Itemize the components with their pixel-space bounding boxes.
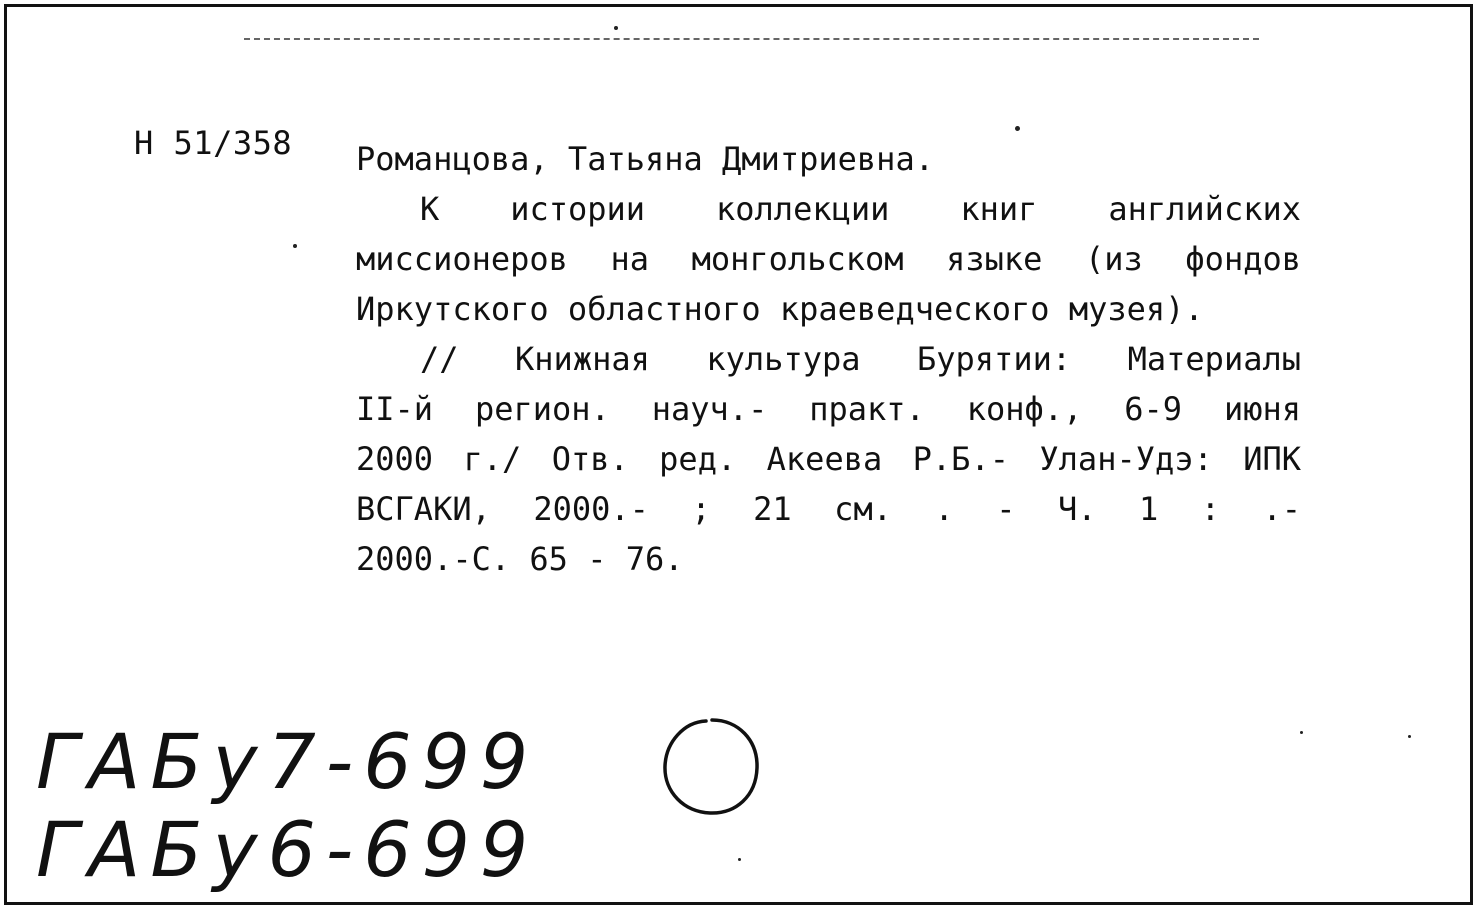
source-line: 2000.-С. 65 - 76. xyxy=(356,540,684,578)
source-line: II-й регион. науч.- практ. конф., 6-9 июня xyxy=(356,390,1301,428)
source-line: 2000 г./ Отв. ред. Акеева Р.Б.- Улан-Удэ: ИПК xyxy=(356,440,1301,478)
title-line: К истории коллекции книг английских xyxy=(420,190,1301,228)
ink-speck xyxy=(1300,731,1303,734)
ink-speck xyxy=(1408,735,1411,738)
shelf-mark: Н 51/358 xyxy=(134,124,293,162)
ink-speck xyxy=(1015,126,1020,131)
title-line: Иркутского областного краеведческого музея). xyxy=(356,290,1204,328)
handwritten-call-number: ГАБу6-699 xyxy=(36,805,539,894)
handwritten-call-number: ГАБу7-699 xyxy=(36,717,539,806)
source-line: // Книжная культура Бурятии: Материалы xyxy=(420,340,1301,378)
ink-speck xyxy=(738,858,741,861)
source-line: ВСГАКИ, 2000.- ; 21 см. . - Ч. 1 : .- xyxy=(356,490,1301,528)
title-line: миссионеров на монгольском языке (из фондов xyxy=(356,240,1301,278)
circle-mark-icon xyxy=(660,716,762,818)
bibliographic-entry xyxy=(356,134,1301,584)
top-dashed-rule xyxy=(244,38,1259,40)
author-line: Романцова, Татьяна Дмитриевна. xyxy=(356,140,934,178)
ink-speck xyxy=(614,26,618,30)
ink-speck xyxy=(293,244,297,248)
